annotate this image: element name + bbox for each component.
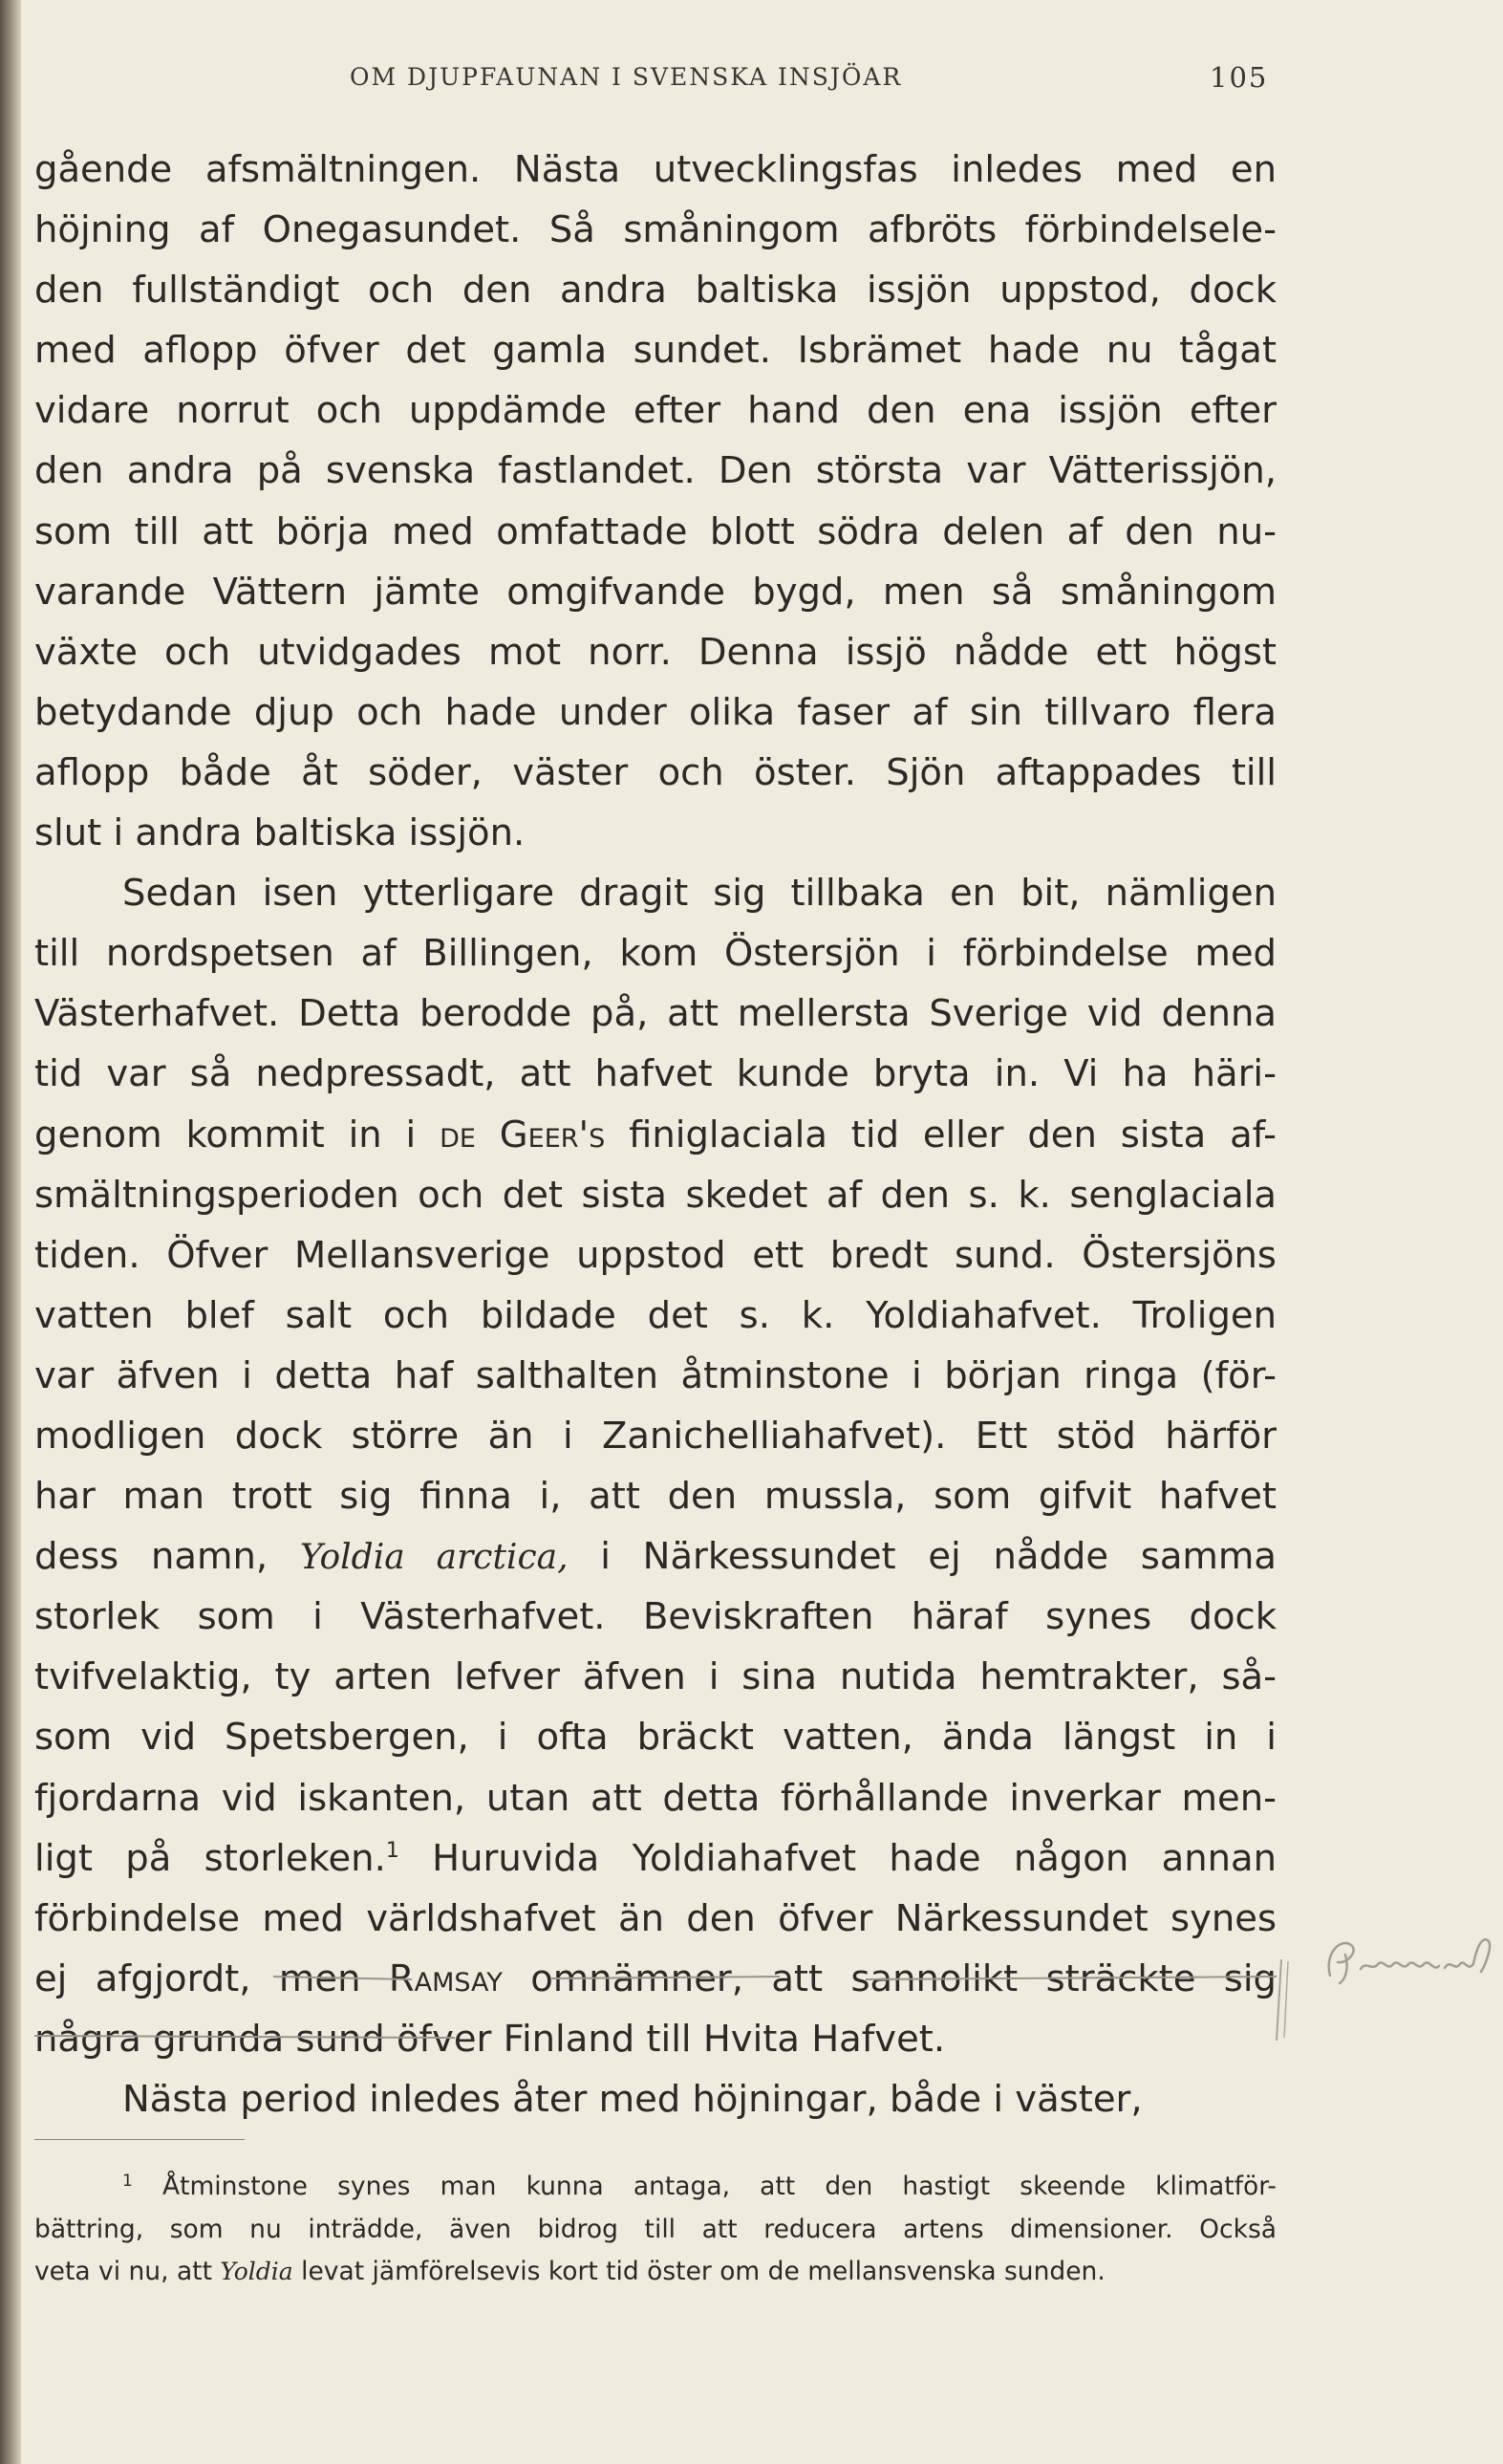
text-line: betydande djup och hade under olika faser af sin tillvaro flera — [34, 690, 1277, 734]
text-line: smältningsperioden och det sista skedet af den s. k. senglaciala — [34, 1173, 1277, 1217]
footnote-marker: 1 — [122, 2172, 133, 2191]
text-segment: Huruvida Yoldiahafvet hade någon annan — [398, 1836, 1277, 1880]
text-segment: omnämner, att sannolikt sträckte sig — [502, 1956, 1277, 2000]
page-number: 105 — [1210, 61, 1269, 94]
handwritten-signature-icon — [1311, 1916, 1502, 1993]
text-segment: ej afgjordt, men — [34, 1956, 389, 2000]
text-segment: ligt på storleken. — [34, 1836, 386, 1880]
body-text — [34, 140, 1277, 2129]
text-line: storlek som i Västerhafvet. Beviskraften häraf synes dock — [34, 1595, 1277, 1639]
page-header — [34, 59, 1277, 97]
text-segment: levat jämförelsevis kort tid öster om de mellansvenska sunden. — [292, 2257, 1106, 2286]
text-segment: veta vi nu, att — [34, 2257, 221, 2286]
text-line: förbindelse med världshafvet än den öfver Närkessundet synes — [34, 1896, 1277, 1940]
text-line: växte och utvidgades mot norr. Denna issjö nådde ett högst — [34, 630, 1277, 674]
footnotes — [34, 2166, 1277, 2294]
text-line: vatten blef salt och bildade det s. k. Yoldiahafvet. Troligen — [34, 1293, 1277, 1337]
text-line: tid var så nedpressadt, att hafvet kunde bryta in. Vi ha häri- — [34, 1052, 1277, 1096]
text-line: vidare norrut och uppdämde efter hand den ena issjön efter — [34, 389, 1277, 433]
paragraph-start-line: Sedan isen ytterligare dragit sig tillbaka en bit, nämligen — [122, 872, 1277, 916]
text-line: har man trott sig finna i, att den mussla, som gifvit hafvet — [34, 1475, 1277, 1519]
text-line — [34, 1828, 1277, 1889]
text-segment: finiglaciala tid eller den sista af- — [605, 1113, 1278, 1156]
text-line: tvifvelaktig, ty arten lefver äfven i sina nutida hemtrakter, så- — [34, 1655, 1277, 1699]
footnote-line — [34, 2251, 1277, 2294]
text-line: höjning af Onegasundet. Så småningom afbröts förbindelsele- — [34, 208, 1277, 252]
text-segment: genom kommit in i — [34, 1113, 440, 1156]
text-line: den andra på svenska fastlandet. Den största var Vätterissjön, — [34, 449, 1277, 493]
author-name-ramsay: Ramsay — [388, 1956, 503, 2000]
text-line: varande Vättern jämte omgifvande bygd, men så småningom — [34, 570, 1277, 614]
running-head: OM DJUPFAUNAN I SVENSKA INSJÖAR — [350, 63, 903, 91]
footnote-line: bättring, som nu inträdde, även bidrog till att reducera artens dimensioner. Också — [34, 2214, 1277, 2244]
text-segment: i Närkessundet ej nådde samma — [568, 1535, 1278, 1579]
text-line: gående afsmältningen. Nästa utvecklingsfas inledes med en — [34, 148, 1277, 191]
species-name-yoldia: Yoldia — [220, 2258, 293, 2285]
footnote-separator — [34, 2139, 245, 2140]
text-line: modligen dock större än i Zanichelliahafvet). Ett stöd härför — [34, 1414, 1277, 1458]
footnote-line — [34, 2166, 1277, 2209]
text-line — [34, 1105, 1277, 1165]
text-line: Västerhafvet. Detta berodde på, att mellersta Sverige vid denna — [34, 992, 1277, 1036]
text-line: som till att börja med omfattade blott södra delen af den nu- — [34, 509, 1277, 553]
text-line — [34, 1526, 1277, 1587]
text-line: fjordarna vid iskanten, utan att detta förhållande inverkar men- — [34, 1776, 1277, 1820]
text-line: med aflopp öfver det gamla sundet. Isbrämet hade nu tågat — [34, 329, 1277, 373]
species-name-yoldia-arctica: Yoldia arctica, — [299, 1538, 569, 1578]
footnote-reference[interactable]: 1 — [385, 1838, 399, 1863]
pencil-annotation-underlines — [34, 1950, 1487, 2045]
text-line: aflopp både åt söder, väster och öster. Sjön aftappades till — [34, 750, 1277, 794]
text-segment: Åtminstone synes man kunna antaga, att den hastigt skeende klimatför- — [132, 2172, 1277, 2201]
text-line: den fullständigt och den andra baltiska issjön uppstod, dock — [34, 269, 1277, 313]
paragraph-start-line: Nästa period inledes åter med höjningar, både i väster, — [122, 2078, 1143, 2121]
author-name-de-geer: de Geer's — [440, 1113, 606, 1156]
paragraph-end-line: slut i andra baltiska issjön. — [34, 811, 526, 855]
paragraph-end-line: några grunda sund öfver Finland till Hvita Hafvet. — [34, 2017, 946, 2061]
text-line: tiden. Öfver Mellansverige uppstod ett bredt sund. Östersjöns — [34, 1233, 1277, 1277]
text-line: var äfven i detta haf salthalten åtminstone i början ringa (för- — [34, 1353, 1277, 1397]
pencil-marginal-note — [1311, 1916, 1502, 1993]
text-segment: dess namn, — [34, 1535, 300, 1579]
text-line: som vid Spetsbergen, i ofta bräckt vatten, ända längst in i — [34, 1716, 1277, 1760]
text-line: till nordspetsen af Billingen, kom Östersjön i förbindelse med — [34, 932, 1277, 976]
book-spine-shadow — [0, 0, 21, 2464]
